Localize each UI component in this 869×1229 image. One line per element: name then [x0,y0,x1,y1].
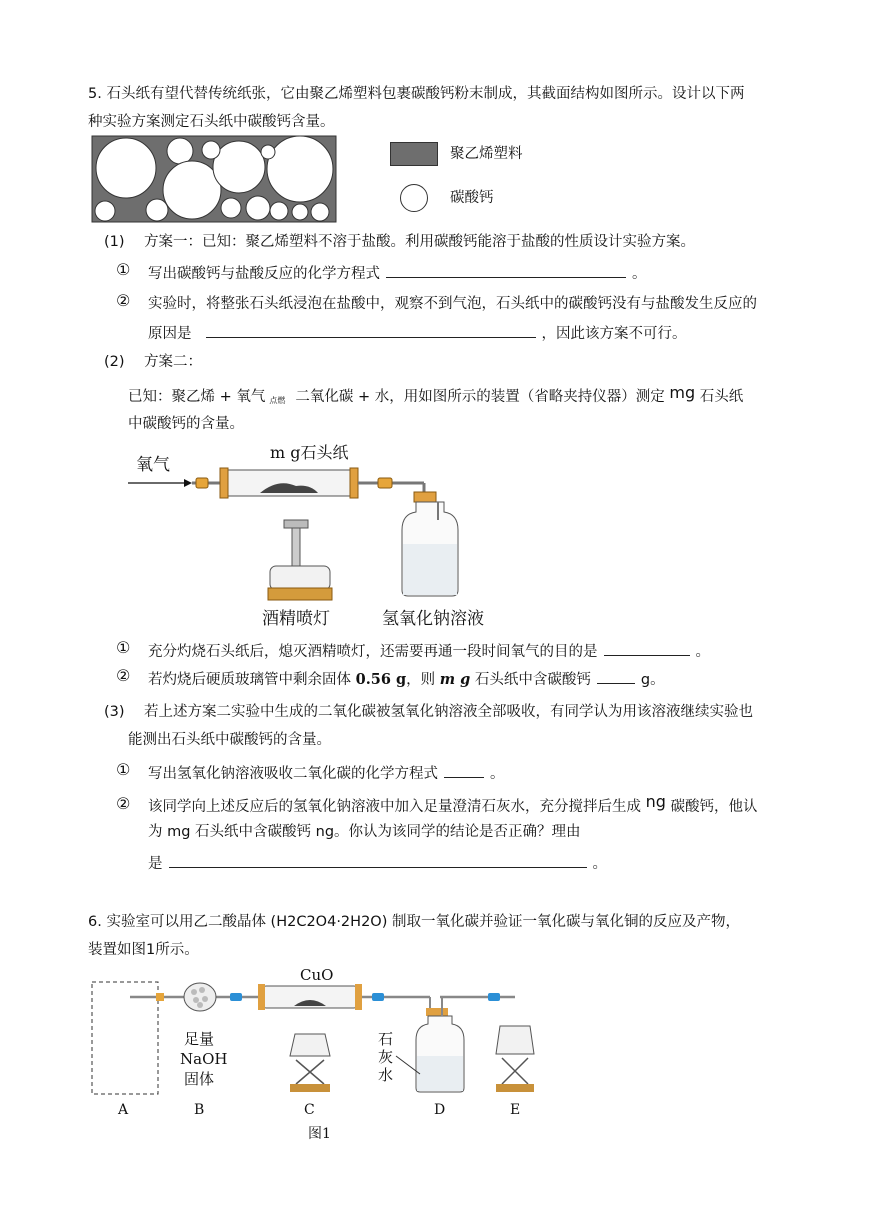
arrow-head [184,479,192,487]
q5-p2-item1 [148,640,710,662]
caco3-particle [146,199,168,221]
q5-p2-item2-end: g。 [640,672,665,688]
q5-p1-number: (1) [104,234,125,250]
tube-stopper-left [220,468,228,498]
q5-p2-item1-marker: ① [116,638,131,657]
lamp-head [284,520,308,528]
apparatus-a-box [92,982,158,1094]
q5-p3-item2-ng: ng [645,792,666,811]
blue-connector [372,993,384,1001]
label-c: C [304,1102,315,1118]
caco3-particle [311,203,329,221]
legend-caco3-swatch [400,184,428,212]
co-cuo-apparatus-figure [90,964,530,1144]
q5-p1-text: 方案一：已知：聚乙烯塑料不溶于盐酸。利用碳酸钙能溶于盐酸的性质设计实验方案。 [144,234,695,250]
q5-p2-text: 方案二： [144,354,202,370]
caco3-particle [267,136,333,202]
q5-p2-known-a: 已知：聚乙烯 + 氧气 [128,389,266,405]
stand-base-e [496,1084,534,1092]
q5-p3-item2-line3-text: 是 [148,856,163,872]
oxygen-label: 氧气 [136,455,170,475]
q6-intro-line2: 装置如图1所示。 [88,942,199,958]
naoh-label-2: NaOH [180,1050,228,1068]
q5-p3-item2-line2: 为 mg 石头纸中含碳酸钙 ng。你认为该同学的结论是否正确？理由 [148,824,581,840]
q5-p1-item2-line1: 实验时，将整张石头纸浸泡在盐酸中，观察不到气泡，石头纸中的碳酸钙没有与盐酸发生反应的 [148,296,757,312]
label-d: D [434,1102,446,1118]
q5-p1-item2-marker: ② [116,291,131,310]
q5-p1-item1-marker: ① [116,260,131,279]
q5-p2-item2-text: 若灼烧后硬质玻璃管中剩余固体 [148,672,351,688]
naoh-granule [199,987,205,993]
label-b: B [194,1102,205,1118]
q5-p3-text: 若上述方案二实验中生成的二氧化碳被氢氧化钠溶液全部吸收，有同学认为用该溶液继续实验也 [144,704,753,720]
limewater-label-1: 石 [378,1030,394,1048]
q5-p2-item2-text3: 石头纸中含碳酸钙 [474,672,591,688]
q5-p2-item2 [148,668,665,690]
q5-p2-known-line2: 中碳酸钙的含量。 [128,416,244,432]
q6-intro-line1: 6. 实验室可以用乙二酸晶体 (H2C2O4·2H2O) 制取一氧化碳并验证一氧化碳与氧化铜的反应及产物， [88,914,740,930]
caco3-particle [221,198,241,218]
answer-blank[interactable] [206,322,536,338]
limewater [417,1056,463,1091]
burner-c [290,1034,330,1056]
naoh-label-3: 固体 [184,1070,215,1088]
lamp-base [268,588,332,600]
q5-p1-item1-text: 写出碳酸钙与盐酸反应的化学方程式 [148,266,380,282]
limewater-label-3: 水 [378,1066,394,1084]
bottle-stopper-d [426,1008,448,1016]
q5-p3-item2-line3 [148,852,607,874]
q5-p3-item1-text: 写出氢氧化钠溶液吸收二氧化碳的化学方程式 [148,766,438,782]
lamp-burner [292,526,300,566]
q5-p3-text2: 能测出石头纸中碳酸钙的含量。 [128,732,331,748]
q5-p3-item2-end: 。 [592,856,607,872]
scissor-lift-e [502,1058,528,1084]
q5-p2-known-c: 石头纸 [699,389,744,405]
label-e: E [510,1102,521,1118]
naoh-granule [191,989,197,995]
caco3-particle [270,202,288,220]
caco3-particle [261,145,275,159]
q5-p3-item2-line1 [148,792,758,817]
legend-plastic-label: 聚乙烯塑料 [450,146,523,162]
q5-p2-known-line1 [128,383,744,407]
q5-p2-item2-marker: ② [116,666,131,685]
q5-p1-item2-line2 [148,322,687,344]
q5-p3-item1 [148,762,505,784]
q5-p2-item1-end: 。 [695,644,710,660]
q5-p3-item2-marker: ② [116,794,131,813]
burner-e [496,1026,534,1054]
legend-caco3-label: 碳酸钙 [450,190,494,206]
q5-p3-item2-text-a: 该同学向上述反应后的氢氧化钠溶液中加入足量澄清石灰水，充分搅拌后生成 [148,799,641,815]
q5-p2-item2-mg: m g [439,671,471,688]
q5-p2-item2-text2: ，则 [406,672,436,688]
caco3-particle [292,204,308,220]
label-a: A [118,1102,129,1118]
q5-p2-number: (2) [104,354,125,370]
answer-blank[interactable] [169,852,587,868]
rubber-connector [156,993,164,1001]
caco3-particle [163,161,221,219]
answer-blank[interactable] [444,762,484,778]
lamp-label: 酒精喷灯 [262,609,330,629]
caco3-particle [95,201,115,221]
legend-plastic-swatch [390,142,438,166]
cuo-label: CuO [300,966,334,984]
sample-label: m g石头纸 [270,443,349,462]
lamp-body [270,566,330,590]
tube-stopper-right [350,468,358,498]
q5-intro-line1: 5. 石头纸有望代替传统纸张，它由聚乙烯塑料包裹碳酸钙粉末制成，其截面结构如图所示。设计以下两 [88,86,745,102]
naoh-label-1: 足量 [184,1030,215,1048]
naoh-solution [403,544,457,595]
rubber-connector [196,478,208,488]
tube-stopper-left [258,984,265,1010]
q5-p1-item2-end: ，因此该方案不可行。 [541,326,687,342]
blue-connector [230,993,242,1001]
naoh-label: 氢氧化钠溶液 [382,609,484,629]
q5-p2-item2-mass: 0.56 g [355,671,407,688]
caco3-particle [213,141,265,193]
rubber-connector [378,478,392,488]
scissor-lift-c [296,1060,324,1084]
q5-p3-item1-end: 。 [490,766,505,782]
figure-caption: 图1 [308,1126,331,1142]
caco3-particle [167,138,193,164]
tube-stopper-right [355,984,362,1010]
q5-p3-item1-marker: ① [116,760,131,779]
blue-connector [488,993,500,1001]
bottle-stopper [414,492,436,502]
q5-p1-item2-text2: 原因是 [148,326,192,342]
q5-p3-number: (3) [104,704,125,720]
q5-p2-known-b: 二氧化碳 + 水，用如图所示的装置（省略夹持仪器）测定 [295,389,665,405]
caco3-particle [202,141,220,159]
combustion-apparatus-figure [120,440,520,630]
answer-blank[interactable] [597,668,635,684]
naoh-granule [202,996,208,1002]
q5-intro-line2: 种实验方案测定石头纸中碳酸钙含量。 [88,114,335,130]
answer-blank[interactable] [386,262,626,278]
naoh-granule [193,997,199,1003]
q5-p2-item1-text: 充分灼烧石头纸后，熄灭酒精喷灯，还需要再通一段时间氧气的目的是 [148,644,598,660]
limewater-label-2: 灰 [378,1048,394,1066]
reaction-condition: 点燃 [269,396,286,405]
cross-section-figure [92,136,336,222]
naoh-granule [197,1002,203,1008]
caco3-particle [246,196,270,220]
stand-base-c [290,1084,330,1092]
q5-p3-item2-text-b: 碳酸钙，他认 [670,799,758,815]
q5-p2-mg: mg [669,383,696,402]
q5-p1-item1-end: 。 [632,266,647,282]
caco3-particle [96,138,156,198]
answer-blank[interactable] [604,640,690,656]
q5-p1-item1 [148,262,647,284]
